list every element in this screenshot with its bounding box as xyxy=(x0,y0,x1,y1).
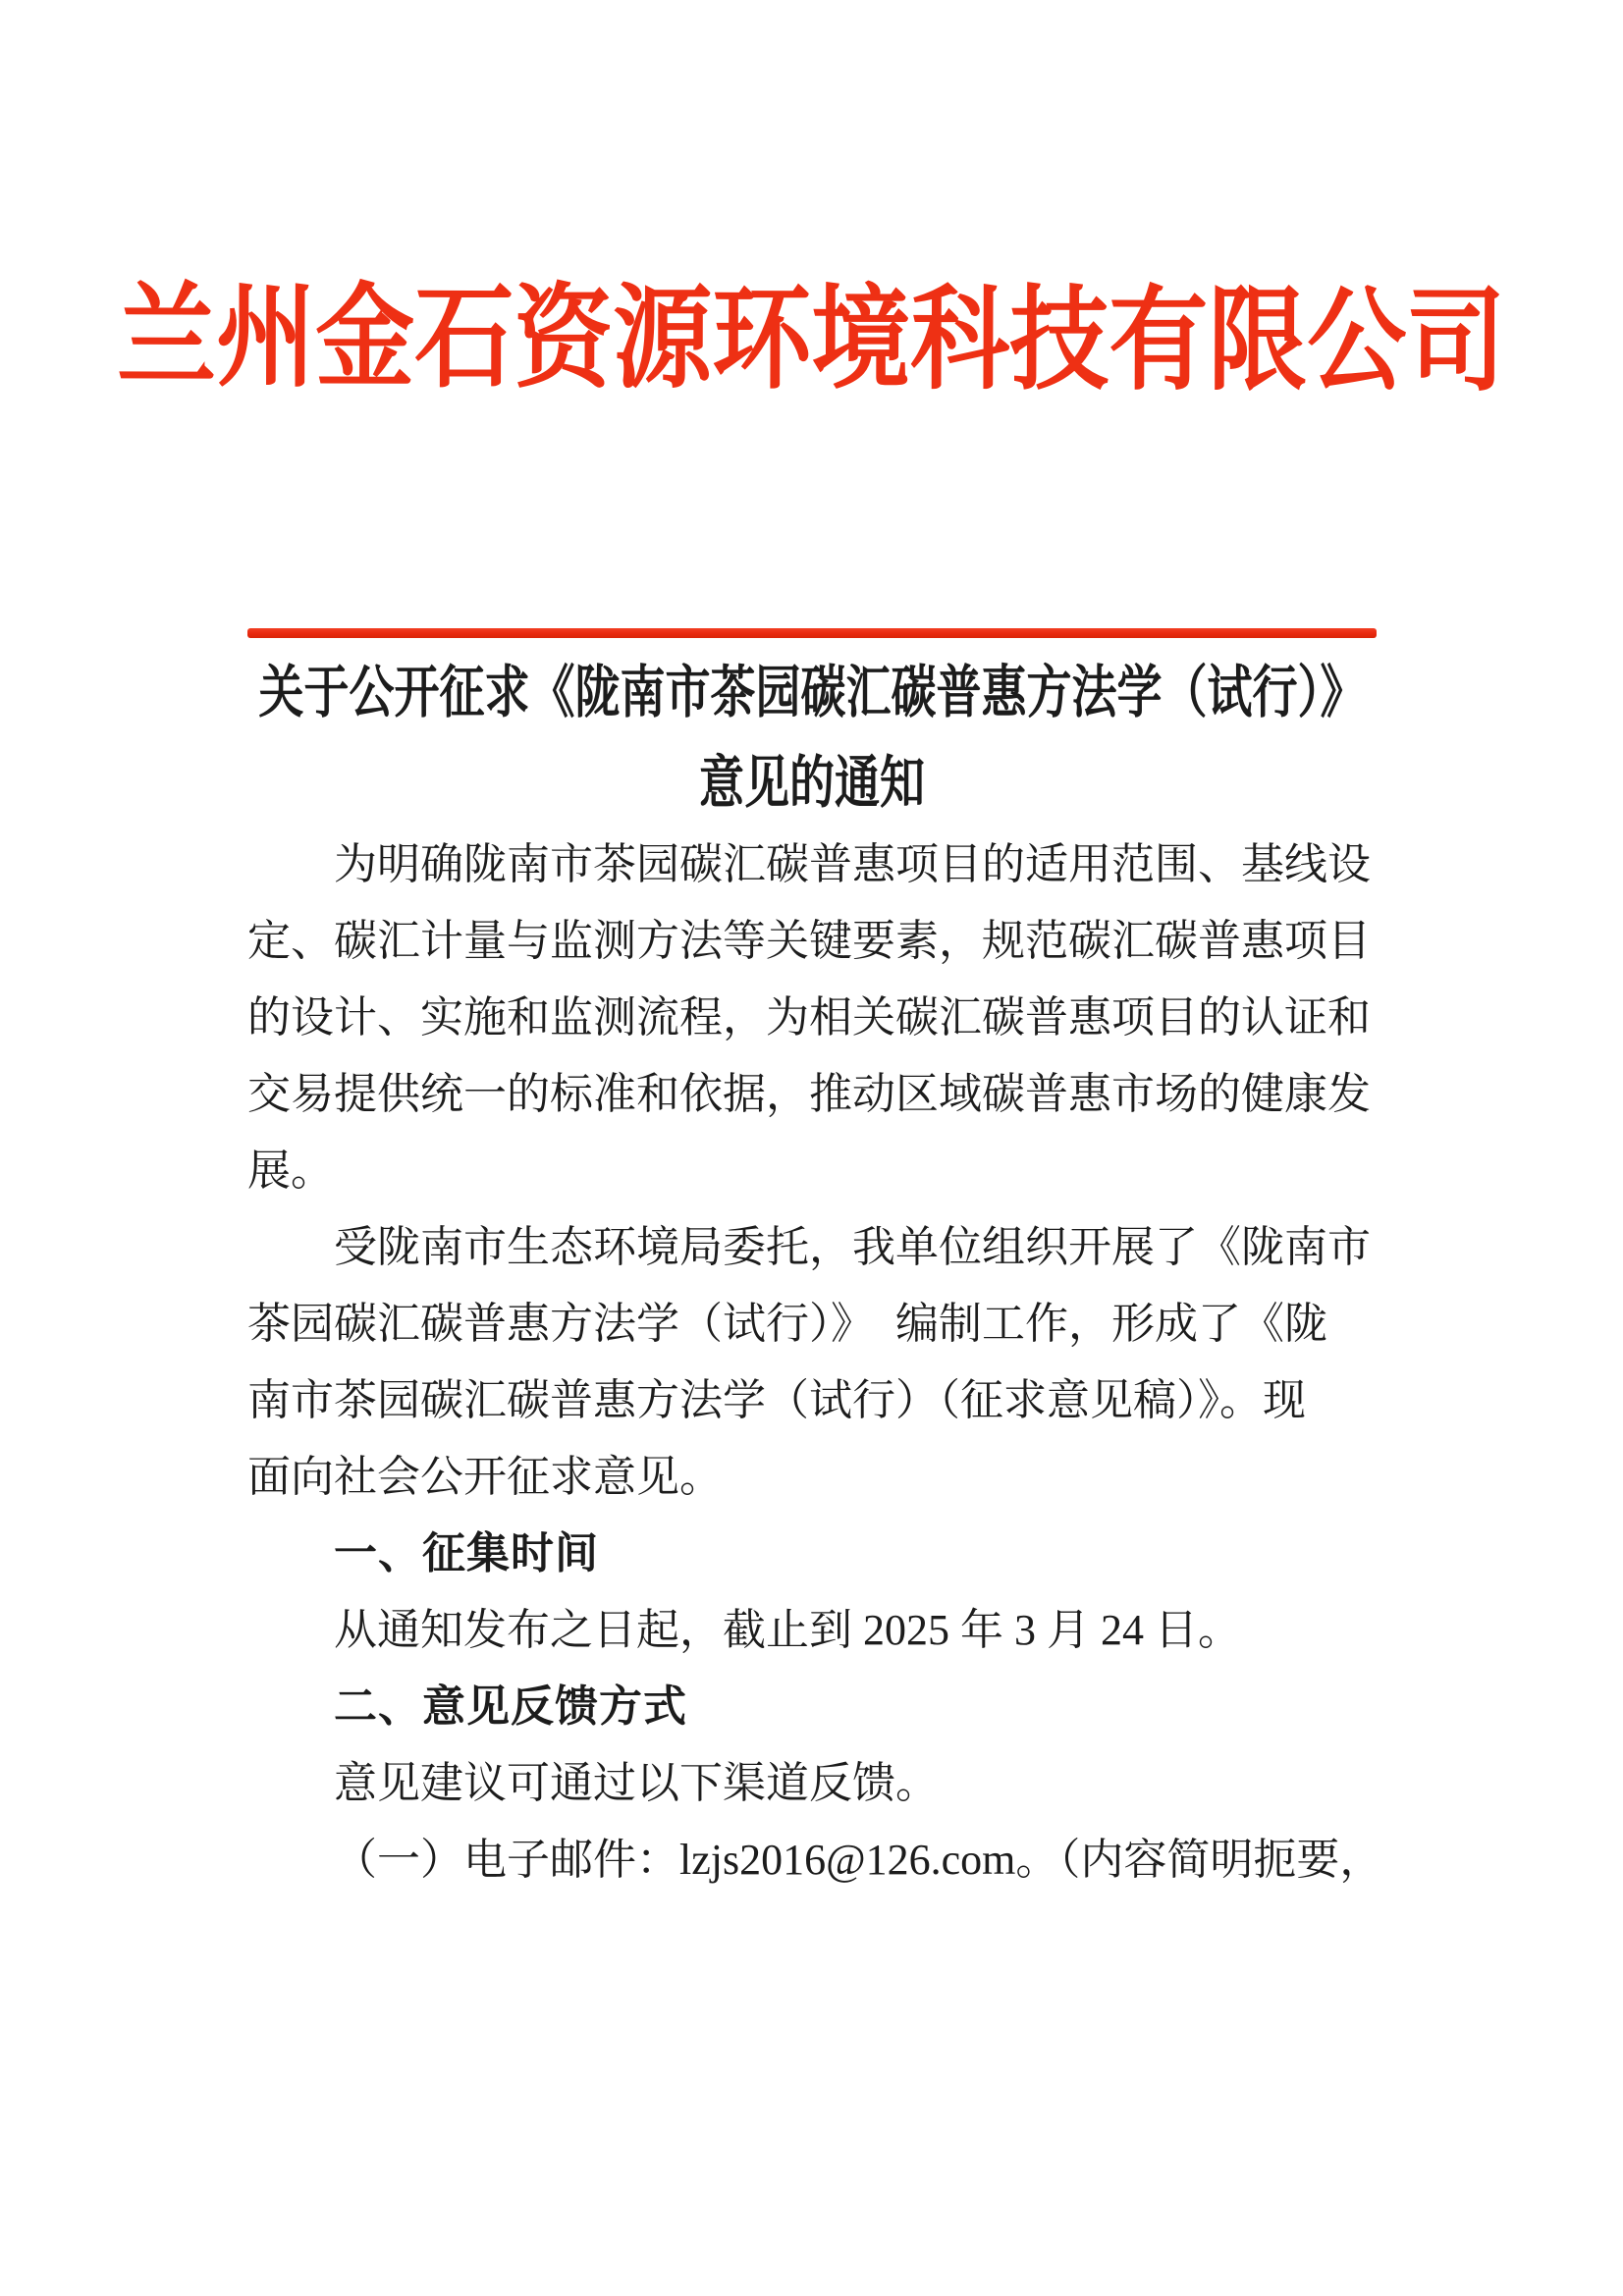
document-title-line-1: 关于公开征求《陇南市茶园碳汇碳普惠方法学（试行）》 xyxy=(258,661,1366,724)
body-line: 交易提供统一的标准和依据，推动区域碳普惠市场的健康发 xyxy=(247,1070,1371,1118)
body-line: 定、碳汇计量与监测方法等关键要素，规范碳汇碳普惠项目 xyxy=(247,917,1371,965)
body-line: 受陇南市生态环境局委托，我单位组织开展了《陇南市 xyxy=(334,1223,1371,1271)
document-title xyxy=(247,648,1377,828)
body-line: 的设计、实施和监测流程，为相关碳汇碳普惠项目的认证和 xyxy=(247,993,1371,1041)
section-heading-collection-time: 一、征集时间 xyxy=(334,1529,599,1577)
body-line-email: （一）电子邮件：lzjs2016@126.com。（内容简明扼要， xyxy=(334,1836,1383,1884)
body-line: 意见建议可通过以下渠道反馈。 xyxy=(334,1759,939,1807)
document-title-line-2: 意见的通知 xyxy=(699,751,925,815)
body-line: 南市茶园碳汇碳普惠方法学（试行）（征求意见稿）》。现 xyxy=(247,1376,1306,1424)
body-line: 为明确陇南市茶园碳汇碳普惠项目的适用范围、基线设 xyxy=(334,840,1371,888)
body-line-deadline: 从通知发布之日起，截止到 2025 年 3 月 24 日。 xyxy=(334,1606,1241,1654)
body-line: 展。 xyxy=(247,1147,334,1195)
notice-body xyxy=(247,827,1383,1898)
company-letterhead: 兰州金石资源环境科技有限公司 xyxy=(117,274,1506,405)
section-heading-feedback-method: 二、意见反馈方式 xyxy=(334,1682,687,1731)
body-line: 茶园碳汇碳普惠方法学（试行）》 编制工作，形成了《陇 xyxy=(247,1300,1327,1348)
body-line: 面向社会公开征求意见。 xyxy=(247,1453,723,1501)
